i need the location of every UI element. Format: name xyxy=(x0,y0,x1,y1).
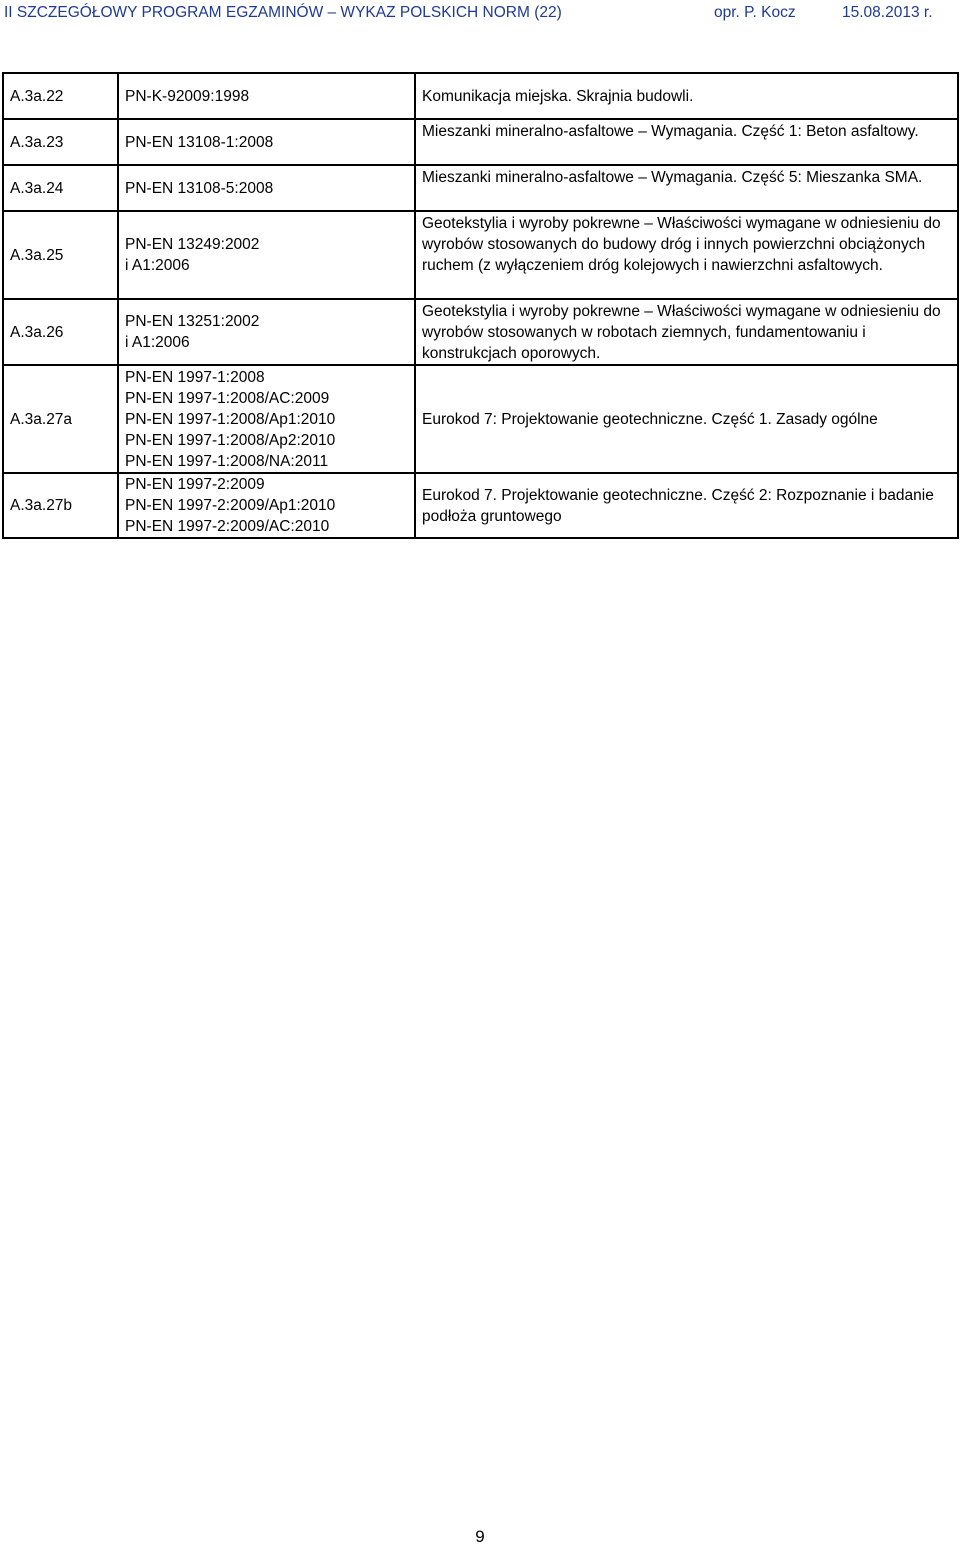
standard-code: PN-EN 13108-1:2008 xyxy=(125,133,274,151)
header-date: 15.08.2013 r. xyxy=(842,4,933,21)
norm-description xyxy=(415,165,958,211)
table-row xyxy=(3,211,958,299)
table-row xyxy=(3,73,958,119)
standard-code: PN-K-92009:1998 xyxy=(125,87,250,105)
norms-table xyxy=(2,72,959,539)
norm-id: A.3a.26 xyxy=(3,299,118,365)
header-title: II SZCZEGÓŁOWY PROGRAM EGZAMINÓW – WYKAZ POLSKICH NORM (22) xyxy=(4,4,562,21)
norm-id: A.3a.25 xyxy=(3,211,118,299)
norm-description xyxy=(415,473,958,538)
norm-description xyxy=(415,211,958,299)
standard-code: PN-EN 1997-1:2008/Ap2:2010 xyxy=(125,431,336,449)
norm-id: A.3a.24 xyxy=(3,165,118,211)
norm-standards xyxy=(118,473,415,538)
header-author: opr. P. Kocz xyxy=(714,4,796,21)
standard-code: i A1:2006 xyxy=(125,257,190,274)
norm-id: A.3a.27b xyxy=(3,473,118,538)
description-text: Eurokod 7. Projektowanie geotechniczne. Część 2: Rozpoznanie i badanie podłoża gruntowego xyxy=(422,486,934,525)
norm-standards xyxy=(118,365,415,473)
description-text: Geotekstylia i wyroby pokrewne – Właściwości wymagane w odniesieniu do wyrobów stosowanych w robotach ziemnych, fundamentowaniu i konstrukcjach oporowych. xyxy=(422,303,941,362)
norm-description xyxy=(415,365,958,473)
norm-id: A.3a.22 xyxy=(3,73,118,119)
description-text: Komunikacja miejska. Skrajnia budowli. xyxy=(422,87,694,105)
standard-code: PN-EN 1997-1:2008/NA:2011 xyxy=(125,452,329,470)
table-row xyxy=(3,165,958,211)
standard-code: PN-EN 1997-1:2008/AC:2009 xyxy=(125,389,330,407)
description-text: Mieszanki mineralno-asfaltowe – Wymagania. Część 5: Mieszanka SMA. xyxy=(422,169,923,186)
description-text: Mieszanki mineralno-asfaltowe – Wymagania. Część 1: Beton asfaltowy. xyxy=(422,123,919,140)
standard-code: PN-EN 13108-5:2008 xyxy=(125,179,274,197)
norm-description xyxy=(415,119,958,165)
table-row xyxy=(3,299,958,365)
standard-code: PN-EN 13249:2002 xyxy=(125,236,260,253)
norm-standards xyxy=(118,165,415,211)
norm-standards xyxy=(118,73,415,119)
page-header xyxy=(0,0,960,26)
standard-code: i A1:2006 xyxy=(125,334,190,351)
norm-standards xyxy=(118,119,415,165)
table-row xyxy=(3,119,958,165)
norm-id: A.3a.27a xyxy=(3,365,118,473)
description-text: Eurokod 7: Projektowanie geotechniczne. Część 1. Zasady ogólne xyxy=(422,410,878,428)
description-text: Geotekstylia i wyroby pokrewne – Właściwości wymagane w odniesieniu do wyrobów stosowanych do budowy dróg i innych powierzchni obciążonych ruchem (z wyłączeniem dróg kolejowych i nawierzchni asfaltowych. xyxy=(422,215,941,274)
norm-standards xyxy=(118,299,415,365)
table-row xyxy=(3,365,958,473)
standard-code: PN-EN 1997-2:2009 xyxy=(125,476,265,493)
standard-code: PN-EN 1997-1:2008 xyxy=(125,368,265,386)
standard-code: PN-EN 13251:2002 xyxy=(125,313,260,330)
norm-description xyxy=(415,73,958,119)
table-row xyxy=(3,473,958,538)
norm-id: A.3a.23 xyxy=(3,119,118,165)
norm-standards xyxy=(118,211,415,299)
standard-code: PN-EN 1997-2:2009/AC:2010 xyxy=(125,518,330,535)
standard-code: PN-EN 1997-2:2009/Ap1:2010 xyxy=(125,497,336,514)
page-number: 9 xyxy=(475,1527,485,1546)
norm-description xyxy=(415,299,958,365)
standard-code: PN-EN 1997-1:2008/Ap1:2010 xyxy=(125,410,336,428)
